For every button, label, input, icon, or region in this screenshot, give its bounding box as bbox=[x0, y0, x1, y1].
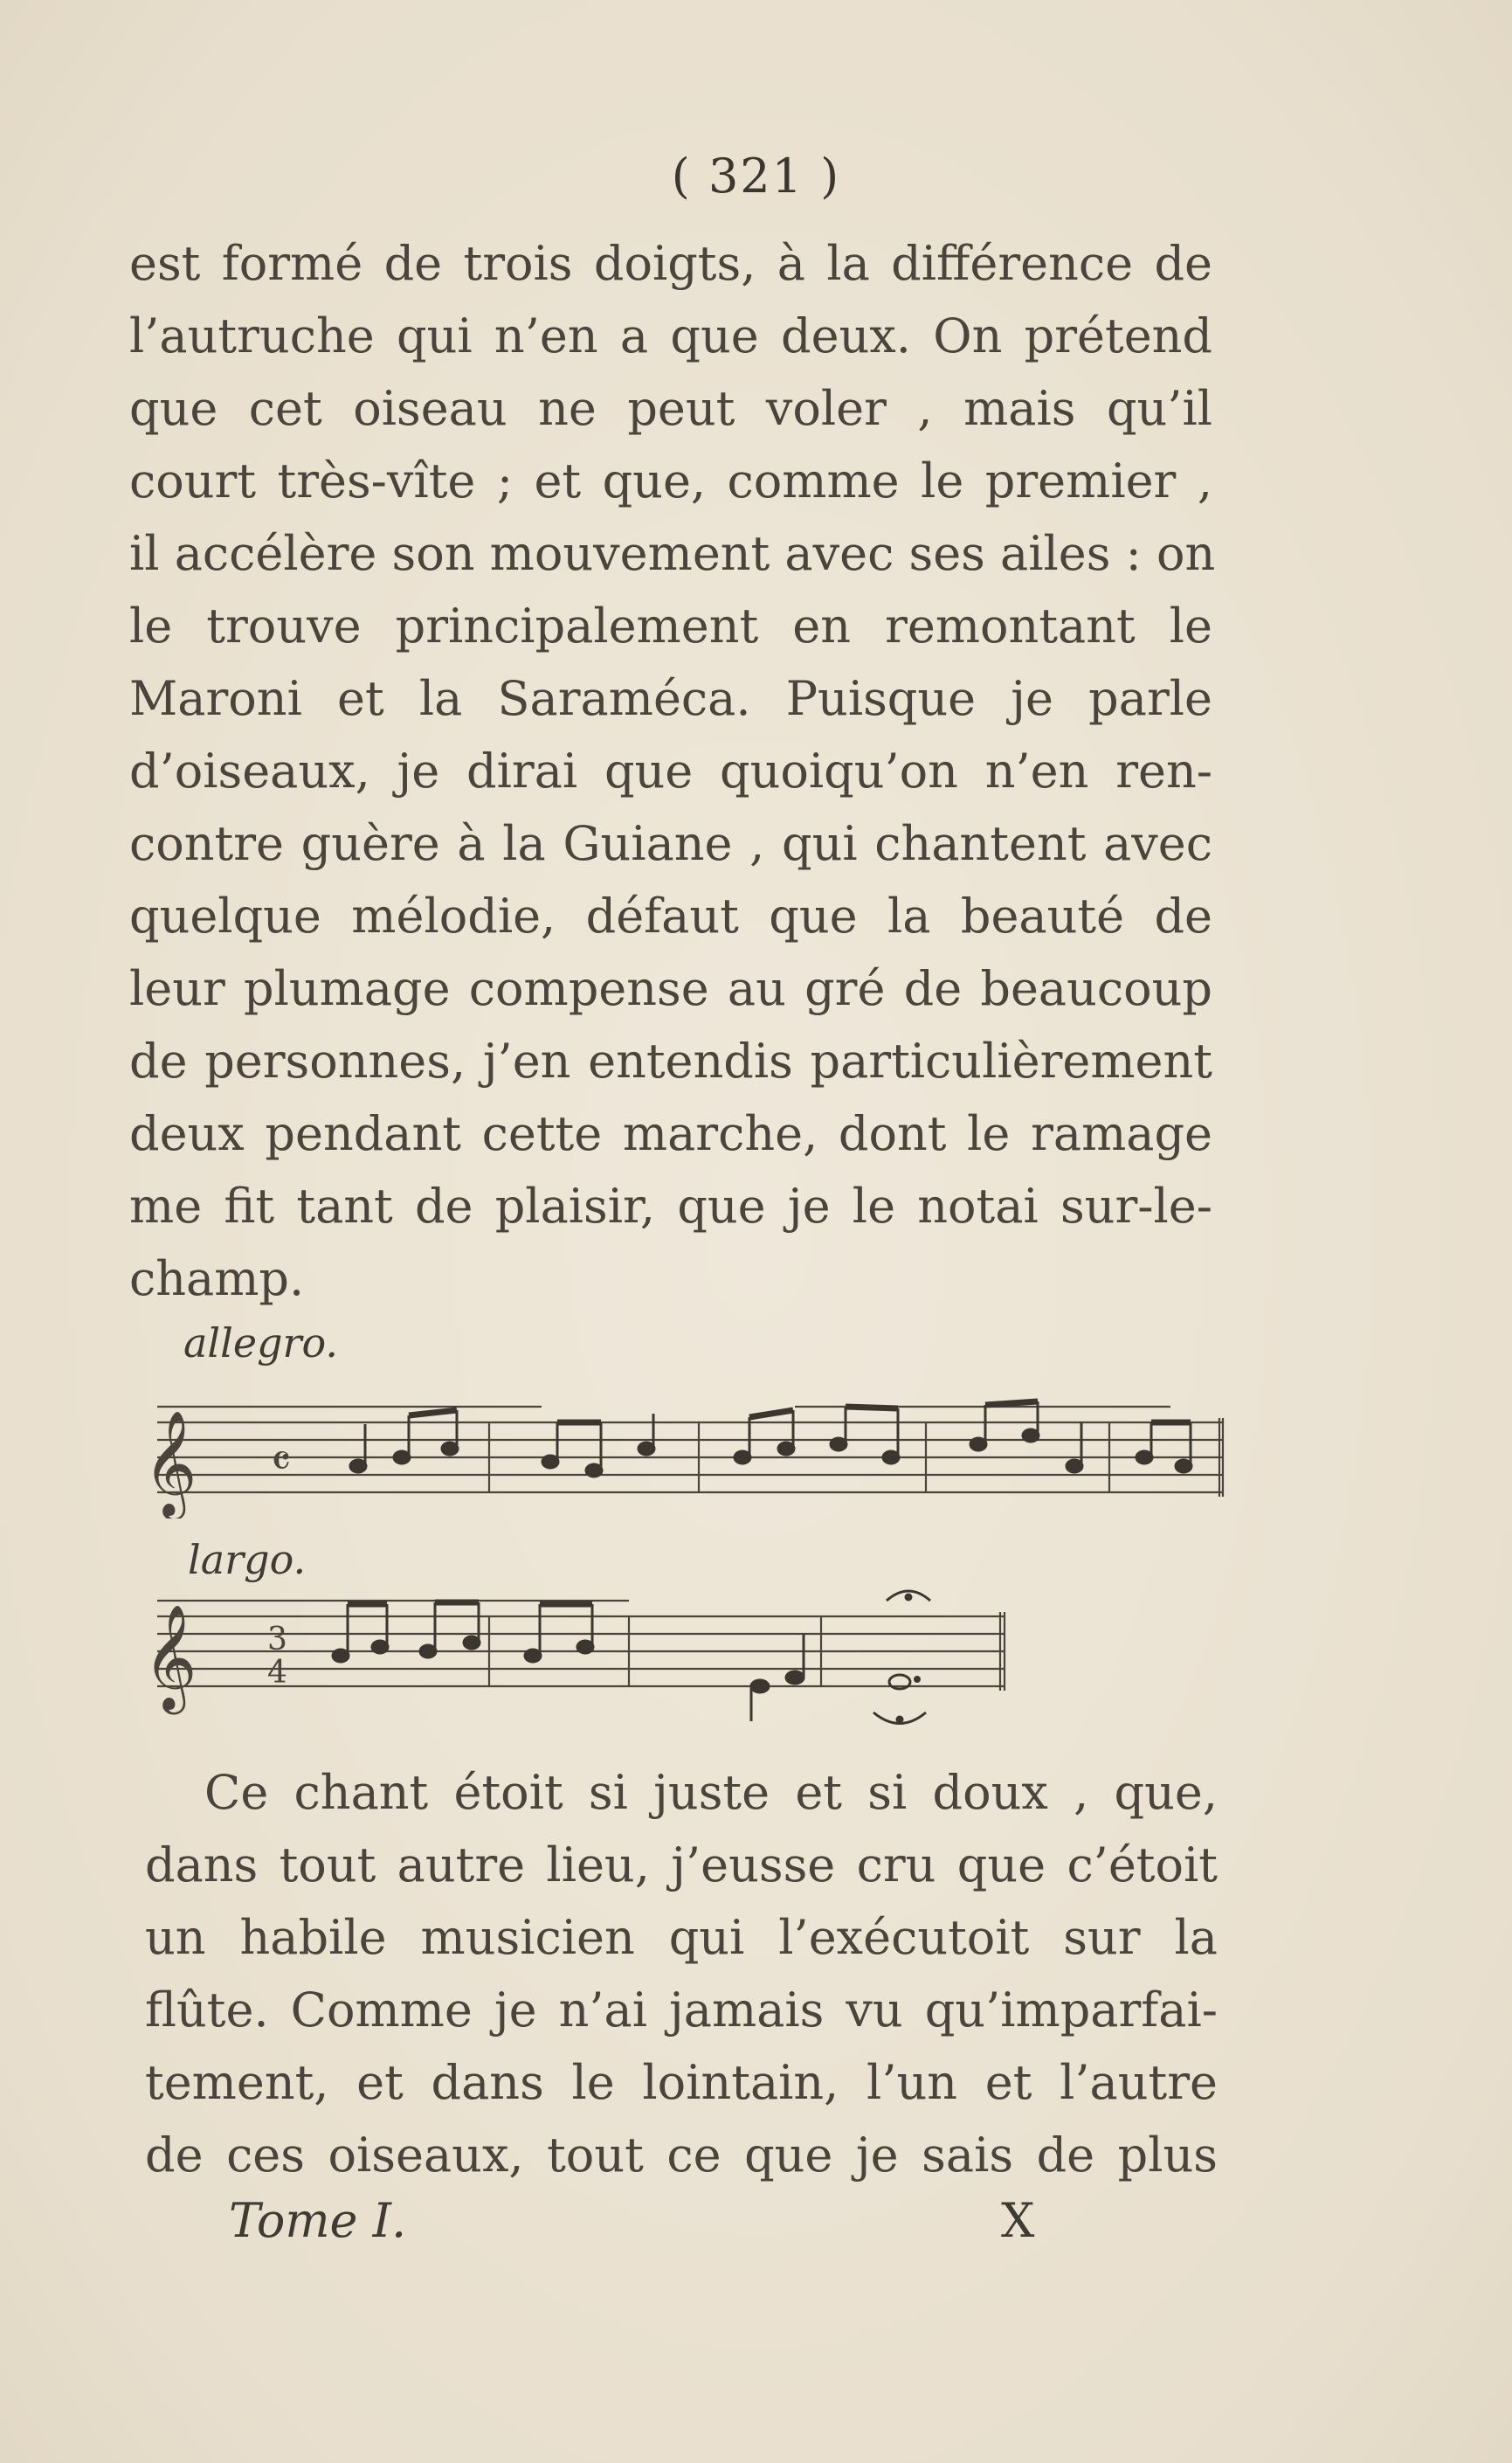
paragraph-2 bbox=[145, 1756, 1218, 2191]
text-line: champ. bbox=[129, 1251, 305, 1306]
text-line: est formé de trois doigts, à la différence de bbox=[129, 236, 1212, 291]
treble-clef-icon: 𝄞 bbox=[143, 1409, 197, 1516]
text-line: me fit tant de plaisir, que je le notai sur-le- bbox=[129, 1179, 1212, 1234]
text-line: l’autruche qui n’en a que deux. On prétend bbox=[129, 308, 1212, 363]
text-line: dans tout autre lieu, j’eusse cru que c’étoit bbox=[145, 1837, 1218, 1892]
signature-mark: X bbox=[1001, 2193, 1035, 2248]
tempo-largo: largo. bbox=[188, 1536, 307, 1583]
treble-clef-icon: 𝄞 bbox=[143, 1603, 197, 1710]
tempo-allegro: allegro. bbox=[183, 1319, 339, 1366]
signature-volume: Tome I. bbox=[229, 2193, 407, 2248]
text-line: un habile musicien qui l’exécutoit sur la bbox=[145, 1910, 1218, 1965]
text-line: court très-vîte ; et que, comme le premier , bbox=[129, 453, 1212, 509]
text-line: quelque mélodie, défaut que la beauté de bbox=[129, 889, 1212, 944]
text-line: Ce chant étoit si juste et si doux , que, bbox=[204, 1765, 1218, 1820]
text-line: que cet oiseau ne peut voler , mais qu’il bbox=[129, 381, 1212, 436]
text-line: tement, et dans le lointain, l’un et l’autre bbox=[145, 2055, 1218, 2110]
time-signature-top: 3 bbox=[267, 1622, 287, 1657]
common-time-icon: 𝄴 bbox=[271, 1436, 292, 1488]
text-line: d’oiseaux, je dirai que quoiqu’on n’en ren- bbox=[129, 744, 1212, 799]
text-line: flûte. Comme je n’ai jamais vu qu’imparfai- bbox=[145, 1982, 1218, 2038]
text-line: de personnes, j’en entendis particulièrement bbox=[129, 1034, 1212, 1089]
text-line: le trouve principalement en remontant le bbox=[129, 598, 1212, 654]
page-number: ( 321 ) bbox=[671, 149, 841, 204]
paragraph-1 bbox=[129, 227, 1216, 1315]
text-line: contre guère à la Guiane , qui chantent avec bbox=[129, 816, 1212, 871]
music-staff-allegro bbox=[140, 1396, 1232, 1519]
music-staff-largo bbox=[140, 1581, 1013, 1730]
text-line: Maroni et la Saraméca. Puisque je parle bbox=[129, 671, 1212, 726]
text-line: leur plumage compense au gré de beaucoup bbox=[129, 961, 1212, 1016]
text-line: de ces oiseaux, tout ce que je sais de plus bbox=[145, 2127, 1218, 2183]
text-line: il accélère son mouvement avec ses ailes : on bbox=[129, 526, 1216, 581]
time-signature-bottom: 4 bbox=[267, 1655, 287, 1691]
text-line: deux pendant cette marche, dont le ramage bbox=[129, 1106, 1212, 1161]
notes-largo bbox=[333, 1591, 930, 1724]
